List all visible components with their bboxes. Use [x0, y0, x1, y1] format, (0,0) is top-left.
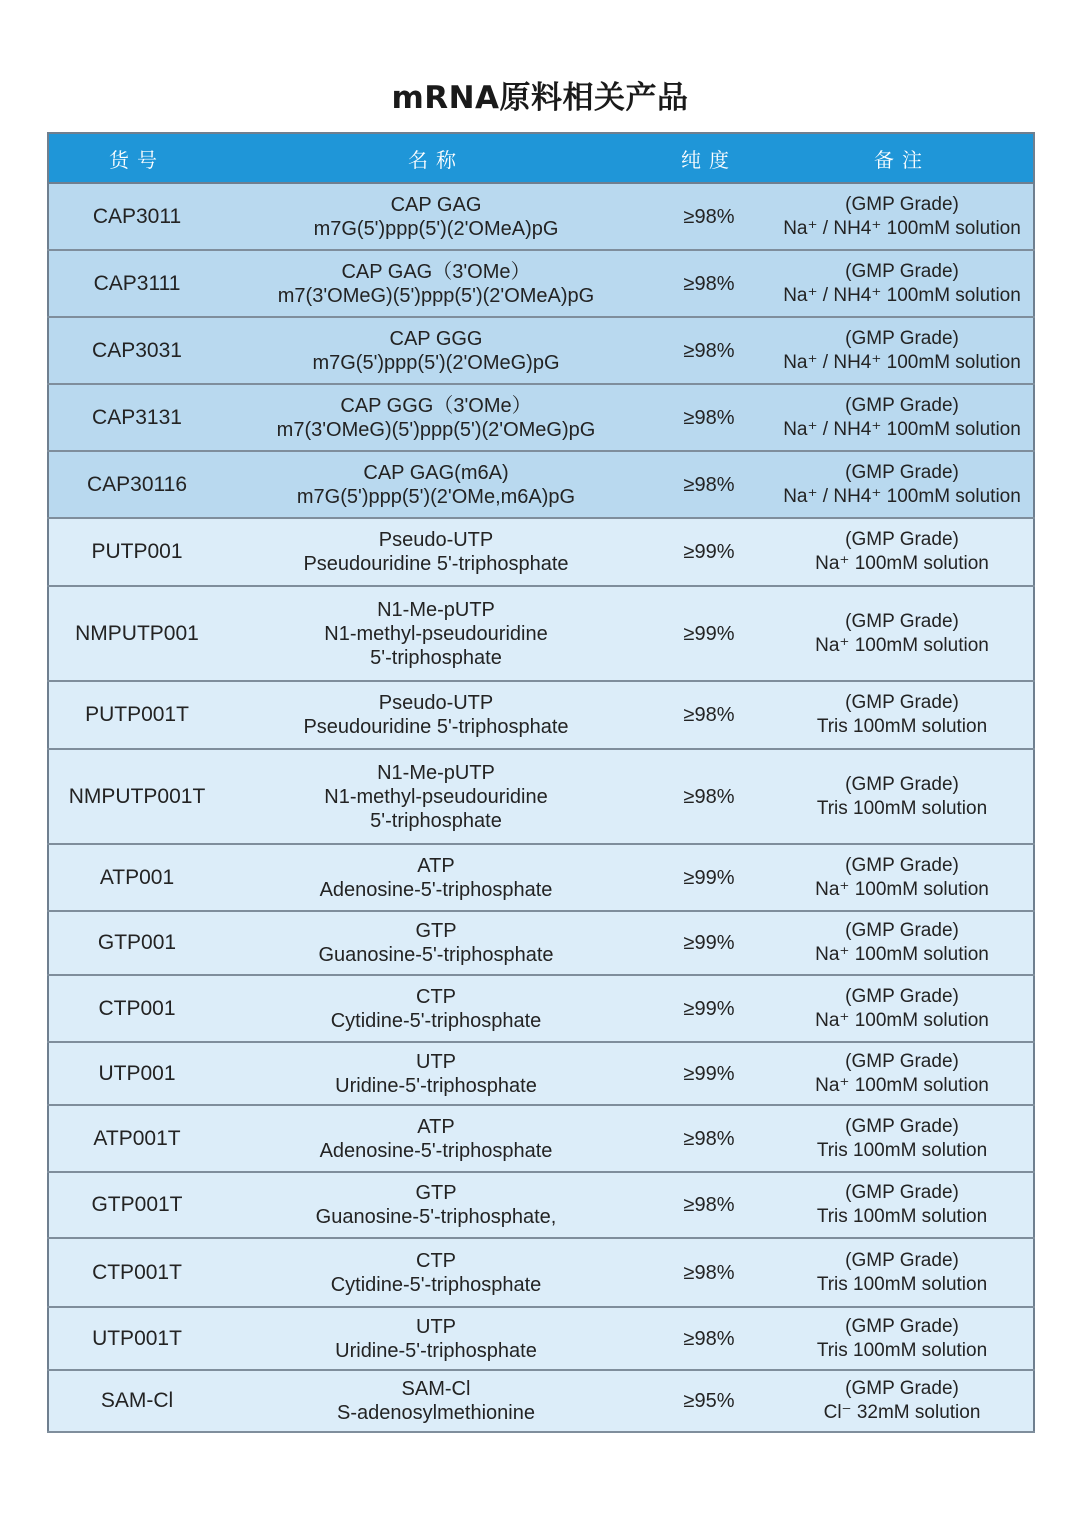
- product-code: UTP001T: [48, 1307, 225, 1370]
- product-remarks-line: Tris 100mM solution: [816, 716, 988, 737]
- product-remarks: [771, 749, 1034, 844]
- product-remarks-line: (GMP Grade): [845, 1315, 959, 1337]
- product-name: [225, 1307, 647, 1370]
- product-name-line: Pseudouridine 5'-triphosphate: [303, 716, 569, 738]
- table-row: [48, 749, 1034, 844]
- product-remarks-line: Na⁺ 100mM solution: [815, 878, 989, 900]
- product-purity: ≥95%: [647, 1370, 771, 1432]
- product-code: CAP3031: [48, 317, 225, 384]
- product-remarks-line: (GMP Grade): [845, 1378, 959, 1399]
- product-name-line: Cytidine-5'-triphosphate: [330, 1009, 542, 1032]
- product-remarks-line: (GMP Grade): [845, 529, 959, 550]
- product-name-line: GTP: [415, 920, 457, 942]
- table-row: [48, 384, 1034, 451]
- product-name-line: Uridine-5'-triphosphate: [335, 1339, 537, 1362]
- product-remarks: [771, 384, 1034, 451]
- product-name-line: 5'-triphosphate: [370, 646, 502, 669]
- header-purity: 纯度: [647, 133, 771, 183]
- product-name-line: CAP GAG（3'OMe）: [341, 260, 531, 283]
- product-remarks-line: (GMP Grade): [845, 1182, 959, 1203]
- product-name: [225, 317, 647, 384]
- header-remarks: 备注: [771, 133, 1034, 183]
- product-remarks-line: Tris 100mM solution: [816, 1339, 988, 1361]
- product-code: UTP001: [48, 1042, 225, 1105]
- product-remarks-line: (GMP Grade): [845, 193, 959, 215]
- page-title: mRNA原料相关产品: [391, 80, 689, 116]
- table-row: [48, 1105, 1034, 1172]
- product-name: [225, 586, 647, 681]
- product-remarks-line: (GMP Grade): [845, 854, 959, 876]
- product-name-line: Adenosine-5'-triphosphate: [319, 878, 553, 901]
- product-remarks: [771, 1172, 1034, 1238]
- product-name-line: CAP GAG: [390, 193, 482, 216]
- header-name: 名称: [225, 133, 647, 183]
- product-remarks-line: (GMP Grade): [845, 920, 959, 941]
- product-name-line: Guanosine-5'-triphosphate,: [315, 1206, 557, 1228]
- product-purity: ≥98%: [647, 1105, 771, 1172]
- product-code: CTP001T: [48, 1238, 225, 1307]
- product-remarks: [771, 518, 1034, 586]
- product-remarks-line: Cl⁻ 32mM solution: [823, 1402, 981, 1423]
- product-remarks-line: (GMP Grade): [845, 1249, 959, 1271]
- product-code: CTP001: [48, 975, 225, 1042]
- product-remarks-line: Na⁺ / NH4⁺ 100mM solution: [783, 217, 1021, 239]
- product-name-line: m7(3'OMeG)(5')ppp(5')(2'OMeA)pG: [277, 284, 595, 307]
- product-code: NMPUTP001T: [48, 749, 225, 844]
- product-code: CAP30116: [48, 451, 225, 518]
- product-remarks-line: (GMP Grade): [845, 260, 959, 282]
- product-remarks-line: Tris 100mM solution: [816, 1139, 988, 1161]
- product-purity: ≥99%: [647, 911, 771, 975]
- product-code: PUTP001: [48, 518, 225, 586]
- product-name-line: N1-methyl-pseudouridine: [324, 622, 548, 645]
- product-remarks: [771, 911, 1034, 975]
- table-body: [48, 183, 1034, 1432]
- product-remarks-line: Na⁺ 100mM solution: [815, 1074, 989, 1096]
- product-remarks-line: (GMP Grade): [845, 773, 959, 795]
- product-remarks: [771, 183, 1034, 250]
- product-name: [225, 844, 647, 911]
- product-name: [225, 518, 647, 586]
- product-name-line: SAM-Cl: [401, 1378, 471, 1400]
- product-remarks-line: Na⁺ 100mM solution: [815, 944, 989, 965]
- product-remarks: [771, 586, 1034, 681]
- product-name: [225, 1042, 647, 1105]
- table-header-row: [48, 133, 1034, 183]
- product-name: [225, 183, 647, 250]
- product-code: ATP001T: [48, 1105, 225, 1172]
- product-name-line: CAP GAG(m6A): [363, 461, 509, 484]
- product-name-line: CAP GGG（3'OMe）: [340, 394, 532, 417]
- product-remarks-line: (GMP Grade): [845, 327, 959, 349]
- product-purity: ≥98%: [647, 317, 771, 384]
- table-row: [48, 1172, 1034, 1238]
- product-name-line: CTP: [416, 985, 456, 1008]
- product-name: [225, 681, 647, 749]
- table-row: [48, 451, 1034, 518]
- table-row: [48, 1307, 1034, 1370]
- product-name: [225, 384, 647, 451]
- product-code: SAM-Cl: [48, 1370, 225, 1432]
- product-name-line: m7G(5')ppp(5')(2'OMeA)pG: [313, 217, 559, 240]
- product-remarks-line: Tris 100mM solution: [816, 1206, 988, 1227]
- product-purity: ≥98%: [647, 451, 771, 518]
- product-name: [225, 1172, 647, 1238]
- product-name: [225, 975, 647, 1042]
- product-remarks-line: Tris 100mM solution: [816, 797, 988, 819]
- table-row: [48, 1370, 1034, 1432]
- product-remarks-line: (GMP Grade): [845, 1115, 959, 1137]
- product-code: PUTP001T: [48, 681, 225, 749]
- product-code: CAP3011: [48, 183, 225, 250]
- product-remarks: [771, 250, 1034, 317]
- product-code: GTP001: [48, 911, 225, 975]
- product-code: CAP3111: [48, 250, 225, 317]
- table-row: [48, 911, 1034, 975]
- product-name-line: Adenosine-5'-triphosphate: [319, 1139, 553, 1162]
- product-table: [47, 132, 1035, 1433]
- product-purity: ≥98%: [647, 250, 771, 317]
- product-name-line: m7(3'OMeG)(5')ppp(5')(2'OMeG)pG: [276, 418, 596, 441]
- product-remarks-line: (GMP Grade): [845, 985, 959, 1007]
- product-name: [225, 911, 647, 975]
- product-remarks: [771, 844, 1034, 911]
- product-name: [225, 749, 647, 844]
- product-name-line: CTP: [416, 1249, 456, 1272]
- product-name-line: UTP: [416, 1050, 456, 1073]
- product-name-line: Guanosine-5'-triphosphate: [318, 944, 554, 966]
- table-row: [48, 1238, 1034, 1307]
- header-item-code: 货号: [48, 133, 225, 183]
- product-remarks-line: Na⁺ / NH4⁺ 100mM solution: [783, 418, 1021, 440]
- product-remarks-line: (GMP Grade): [845, 461, 959, 483]
- product-purity: ≥99%: [647, 975, 771, 1042]
- product-remarks-line: Na⁺ / NH4⁺ 100mM solution: [783, 284, 1021, 306]
- product-name-line: ATP: [417, 1115, 455, 1138]
- table-row: [48, 183, 1034, 250]
- product-name-line: S-adenosylmethionine: [337, 1402, 535, 1424]
- product-remarks: [771, 1042, 1034, 1105]
- product-name-line: Uridine-5'-triphosphate: [335, 1074, 537, 1097]
- product-name: [225, 451, 647, 518]
- product-purity: ≥99%: [647, 844, 771, 911]
- product-name-line: Pseudo-UTP: [378, 529, 494, 551]
- table-row: [48, 250, 1034, 317]
- product-remarks: [771, 1238, 1034, 1307]
- product-purity: ≥98%: [647, 681, 771, 749]
- product-name: [225, 1238, 647, 1307]
- table-row: [48, 1042, 1034, 1105]
- table-row: [48, 317, 1034, 384]
- product-name-line: Pseudouridine 5'-triphosphate: [303, 553, 569, 575]
- product-name-line: m7G(5')ppp(5')(2'OMeG)pG: [312, 351, 560, 374]
- product-remarks-line: Na⁺ / NH4⁺ 100mM solution: [783, 485, 1021, 507]
- product-remarks-line: (GMP Grade): [845, 610, 959, 632]
- product-remarks: [771, 1105, 1034, 1172]
- product-name-line: 5'-triphosphate: [370, 809, 502, 832]
- product-remarks-line: (GMP Grade): [845, 394, 959, 416]
- product-purity: ≥98%: [647, 749, 771, 844]
- product-name-line: CAP GGG: [389, 327, 483, 350]
- product-remarks-line: Na⁺ 100mM solution: [815, 553, 989, 574]
- product-code: NMPUTP001: [48, 586, 225, 681]
- product-purity: ≥98%: [647, 1307, 771, 1370]
- product-name-line: GTP: [415, 1182, 457, 1204]
- product-name: [225, 1370, 647, 1432]
- product-remarks-line: Tris 100mM solution: [816, 1273, 988, 1295]
- product-code: GTP001T: [48, 1172, 225, 1238]
- product-purity: ≥98%: [647, 384, 771, 451]
- product-purity: ≥99%: [647, 1042, 771, 1105]
- product-purity: ≥98%: [647, 1172, 771, 1238]
- product-purity: ≥98%: [647, 183, 771, 250]
- product-name: [225, 250, 647, 317]
- product-name-line: ATP: [417, 854, 455, 877]
- product-remarks-line: (GMP Grade): [845, 692, 959, 713]
- product-name-line: Cytidine-5'-triphosphate: [330, 1273, 542, 1296]
- product-name-line: N1-Me-pUTP: [377, 598, 495, 621]
- product-remarks: [771, 1307, 1034, 1370]
- table-row: [48, 975, 1034, 1042]
- product-remarks: [771, 1370, 1034, 1432]
- table-row: [48, 844, 1034, 911]
- product-remarks: [771, 975, 1034, 1042]
- product-name-line: UTP: [416, 1315, 456, 1338]
- product-remarks-line: Na⁺ 100mM solution: [815, 1009, 989, 1031]
- product-code: ATP001: [48, 844, 225, 911]
- product-name-line: m7G(5')ppp(5')(2'OMe,m6A)pG: [296, 485, 576, 508]
- product-remarks: [771, 681, 1034, 749]
- product-name-line: N1-methyl-pseudouridine: [324, 785, 548, 808]
- product-name: [225, 1105, 647, 1172]
- table-row: [48, 681, 1034, 749]
- product-name-line: N1-Me-pUTP: [377, 761, 495, 784]
- product-remarks: [771, 451, 1034, 518]
- table-row: [48, 518, 1034, 586]
- product-name-line: Pseudo-UTP: [378, 692, 494, 714]
- product-remarks-line: Na⁺ 100mM solution: [815, 634, 989, 656]
- table-row: [48, 586, 1034, 681]
- product-remarks: [771, 317, 1034, 384]
- product-purity: ≥99%: [647, 518, 771, 586]
- product-purity: ≥99%: [647, 586, 771, 681]
- product-code: CAP3131: [48, 384, 225, 451]
- product-remarks-line: Na⁺ / NH4⁺ 100mM solution: [783, 351, 1021, 373]
- product-remarks-line: (GMP Grade): [845, 1050, 959, 1072]
- product-purity: ≥98%: [647, 1238, 771, 1307]
